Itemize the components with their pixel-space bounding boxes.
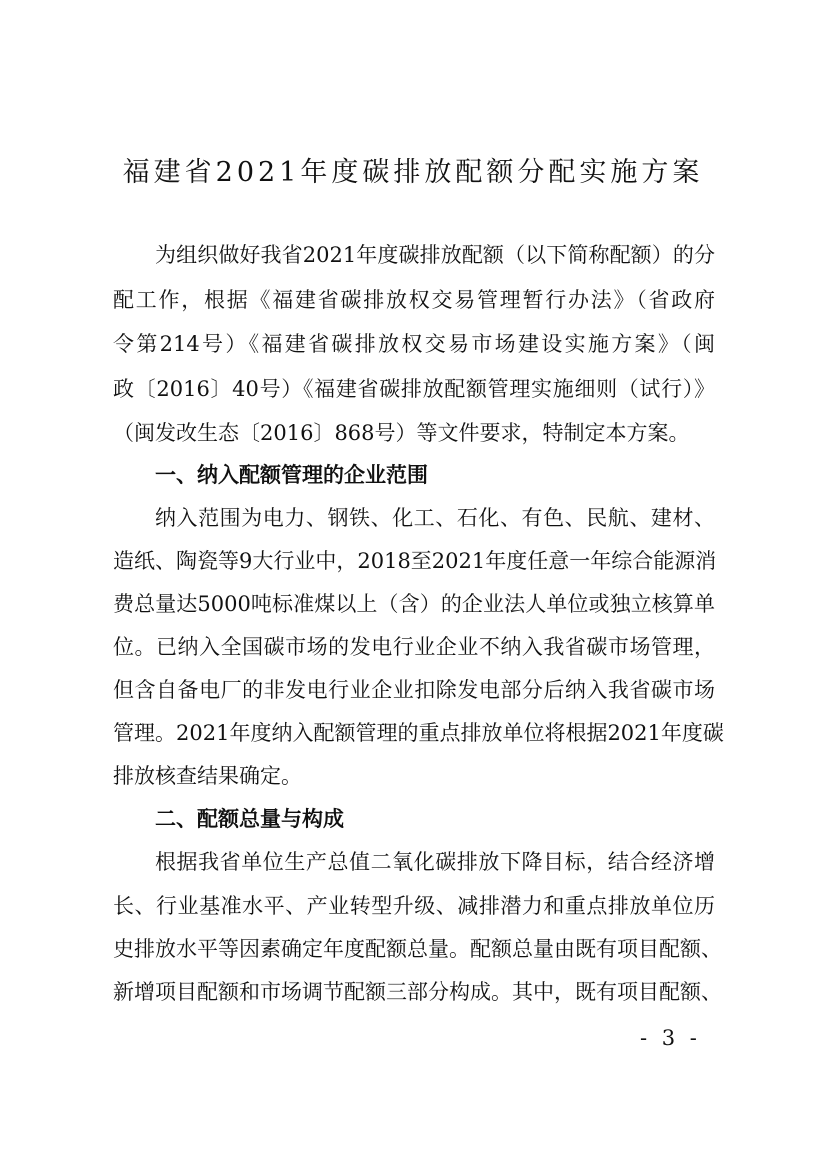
section2-line: 长、行业基准水平、产业转型升级、减排潜力和重点排放单位历 [113, 894, 715, 918]
page-number: - 3 - [640, 1026, 701, 1050]
intro-line: 配工作，根据《福建省碳排放权交易管理暂行办法》（省政府 [113, 288, 715, 312]
section1-line: 排放核查结果确定。 [113, 764, 302, 788]
intro-line: 政〔2016〕40号）《福建省碳排放配额管理实施细则（试行）》 [113, 377, 715, 401]
section2-line: 史排放水平等因素确定年度配额总量。配额总量由既有项目配额、 [113, 937, 722, 961]
intro-line: （闽发改生态〔2016〕868号）等文件要求，特制定本方案。 [113, 421, 690, 445]
section1-line: 费总量达5000吨标准煤以上（含）的企业法人单位或独立核算单 [113, 592, 715, 616]
section-heading-2: 二、配额总量与构成 [155, 807, 344, 831]
section1-line: 位。已纳入全国碳市场的发电行业企业不纳入我省碳市场管理， [113, 635, 715, 659]
intro-line: 为组织做好我省2021年度碳排放配额（以下简称配额）的分 [155, 243, 715, 267]
section1-line: 造纸、陶瓷等9大行业中，2018至2021年度任意一年综合能源消 [113, 549, 717, 573]
section-heading-1: 一、纳入配额管理的企业范围 [155, 463, 428, 487]
section2-line: 根据我省单位生产总值二氧化碳排放下降目标，结合经济增 [155, 850, 715, 874]
section2-line: 新增项目配额和市场调节配额三部分构成。其中，既有项目配额、 [113, 980, 722, 1004]
section1-line: 纳入范围为电力、钢铁、化工、石化、有色、民航、建材、 [155, 506, 715, 530]
document-title: 福建省2021年度碳排放配额分配实施方案 [122, 157, 704, 188]
section1-line: 管理。2021年度纳入配额管理的重点排放单位将根据2021年度碳 [113, 721, 724, 745]
section1-line: 但含自备电厂的非发电行业企业扣除发电部分后纳入我省碳市场 [113, 678, 715, 702]
intro-line: 令第214号）《福建省碳排放权交易市场建设实施方案》（闽 [113, 332, 715, 356]
